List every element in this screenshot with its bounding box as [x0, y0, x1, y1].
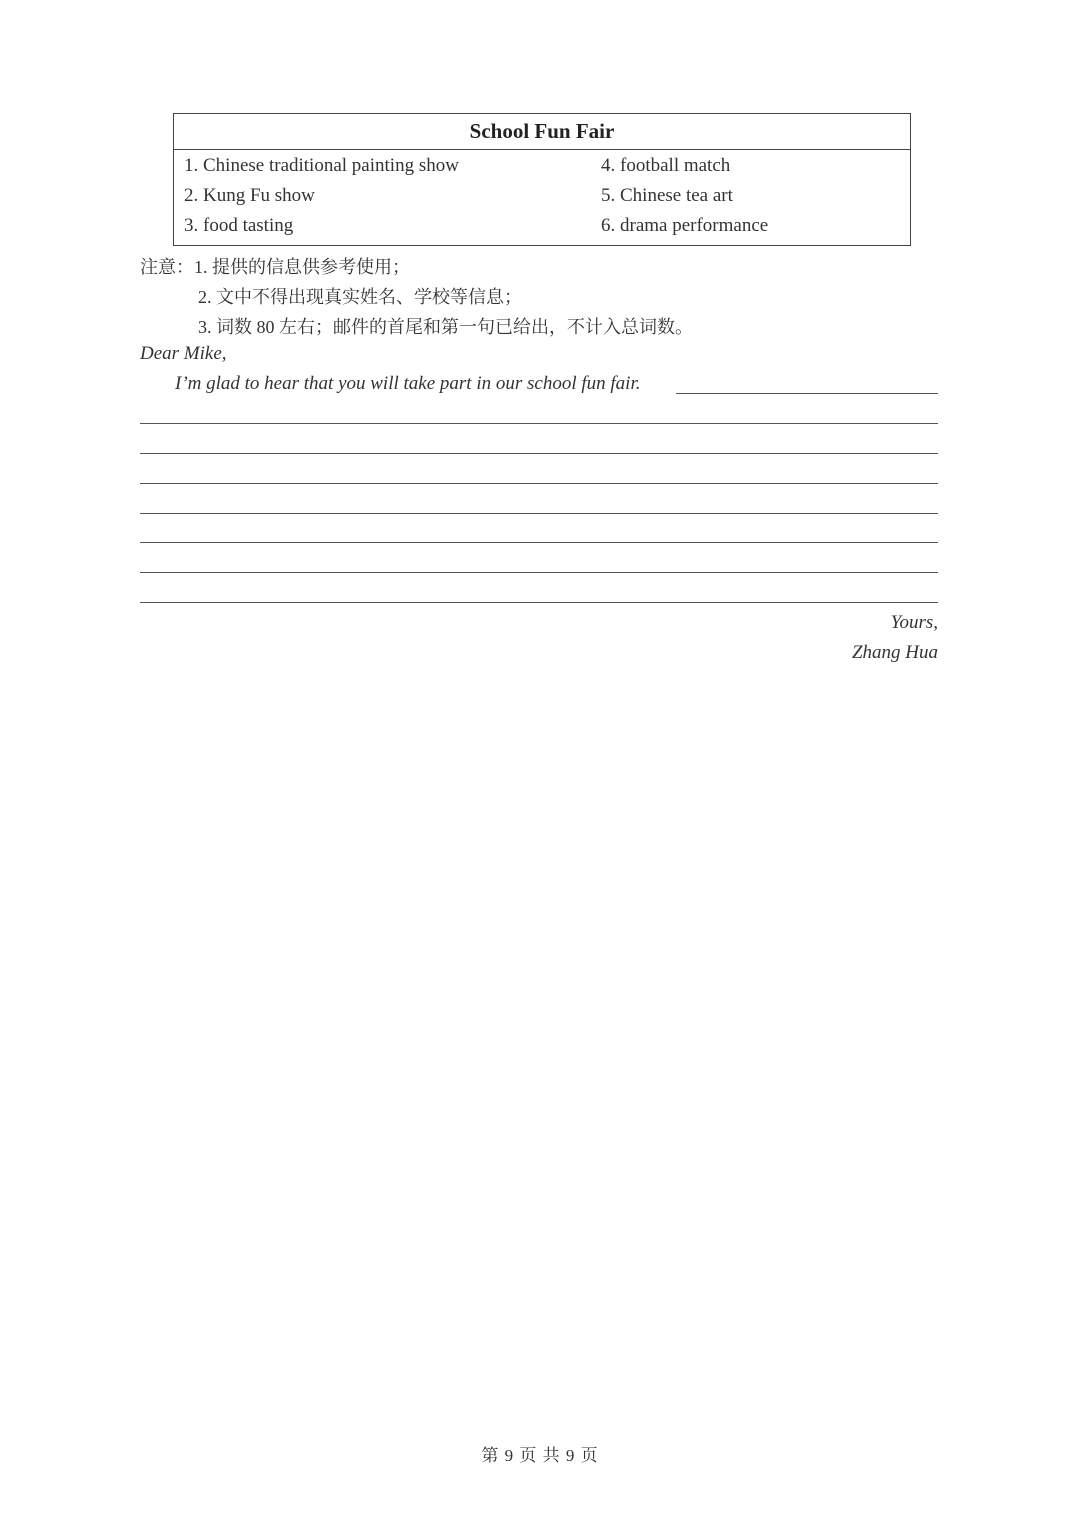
- fun-fair-title: School Fun Fair: [174, 114, 910, 150]
- fun-fair-item: 6. drama performance: [601, 215, 769, 236]
- note-item: 3. 词数 80 左右；邮件的首尾和第一句已给出，不计入总词数。: [198, 317, 693, 337]
- note-item: 1. 提供的信息供参考使用；: [194, 257, 410, 277]
- note-item: 2. 文中不得出现真实姓名、学校等信息；: [198, 287, 522, 307]
- letter-closing: Yours,: [890, 612, 938, 633]
- fun-fair-item: 3. food tasting: [184, 215, 294, 236]
- answer-line[interactable]: [140, 513, 938, 514]
- fun-fair-item: 5. Chinese tea art: [601, 185, 733, 206]
- page-number: 第 9 页 共 9 页: [481, 1446, 599, 1465]
- answer-line[interactable]: [140, 483, 938, 484]
- writing-notes: [140, 252, 693, 342]
- letter-first-sentence: I’m glad to hear that you will take part in our school fun fair.: [175, 373, 641, 394]
- notes-label: 注意：: [140, 257, 194, 277]
- fun-fair-item: 4. football match: [601, 155, 731, 176]
- answer-line[interactable]: [140, 423, 938, 424]
- fun-fair-box: [173, 113, 911, 246]
- note-row: [140, 252, 693, 282]
- letter-greeting: Dear Mike,: [140, 343, 227, 364]
- answer-line[interactable]: [140, 602, 938, 603]
- answer-line[interactable]: [140, 572, 938, 573]
- letter-signature: Zhang Hua: [851, 642, 938, 663]
- answer-line[interactable]: [140, 453, 938, 454]
- answer-line[interactable]: [140, 542, 938, 543]
- fun-fair-item: 2. Kung Fu show: [184, 185, 315, 206]
- fun-fair-item: 1. Chinese traditional painting show: [184, 155, 459, 176]
- fun-fair-list: [174, 150, 910, 245]
- answer-line[interactable]: [676, 393, 938, 394]
